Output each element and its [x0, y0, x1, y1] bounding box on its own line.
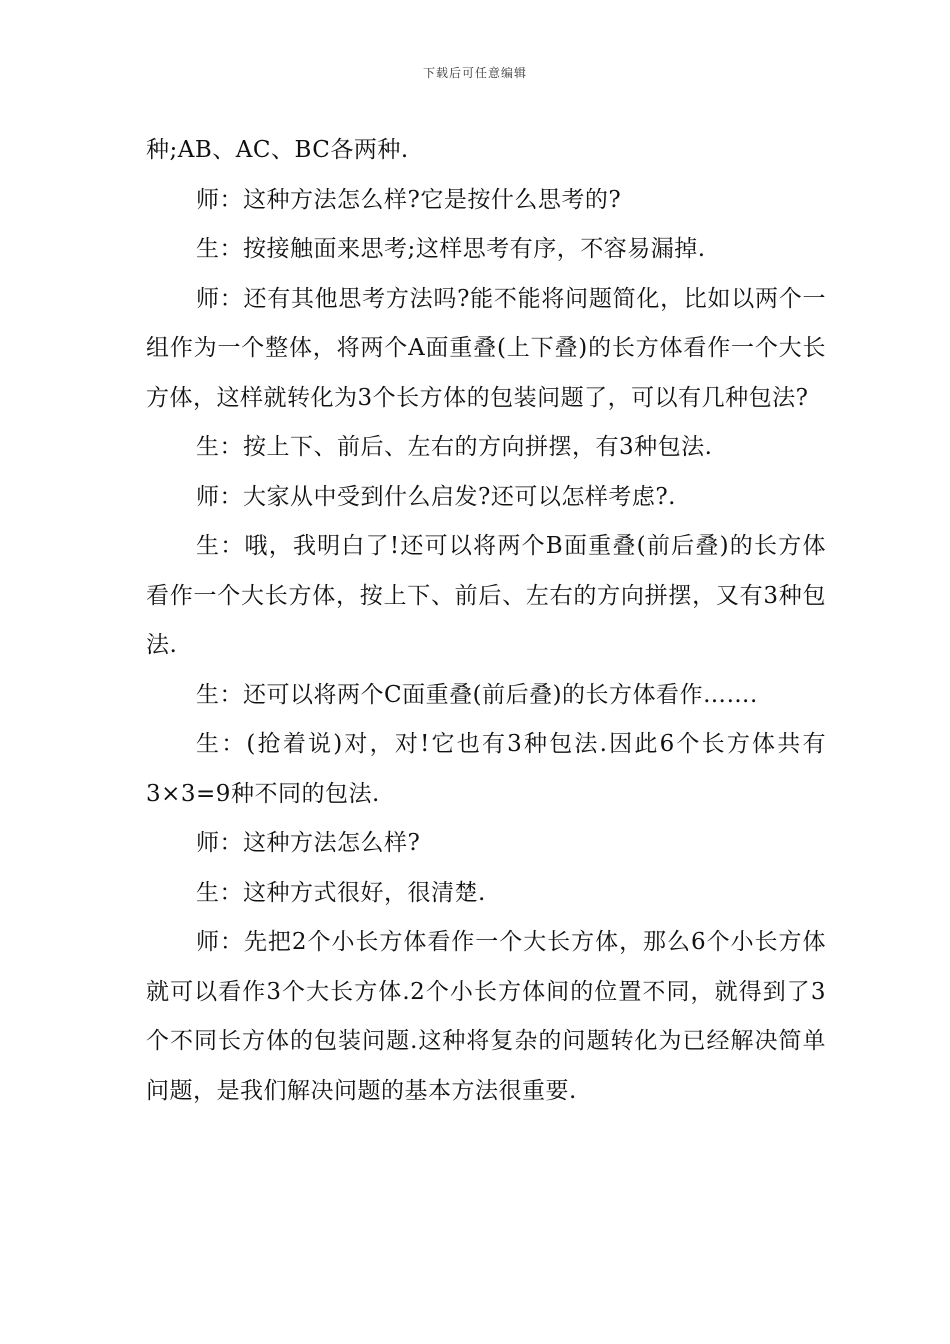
paragraph: 师：这种方法怎么样?它是按什么思考的?	[196, 186, 622, 213]
page-header: 下载后可任意编辑	[422, 66, 527, 80]
paragraph: 生：哦，我明白了!还可以将两个B面重叠(前后叠)的长方体看作一个大长方体，按上下、前后、左右的方向拼摆，又有3种包法.	[146, 533, 826, 658]
paragraph: 师：先把2个小长方体看作一个大长方体，那么6个小长方体就可以看作3个大长方体.2个小长方体间的位置不同，就得到了3个不同长方体的包装问题.这种将复杂的问题转化为已经解决简单问题，是我们解决问题的基本方法很重要.	[146, 929, 826, 1104]
document-body	[146, 126, 826, 1116]
paragraph: 生：(抢着说)对，对!它也有3种包法.因此6个长方体共有3×3=9种不同的包法.	[146, 731, 826, 807]
paragraph: 生：按接触面来思考;这样思考有序，不容易漏掉.	[196, 236, 706, 262]
paragraph: 生：按上下、前后、左右的方向拼摆，有3种包法.	[196, 434, 713, 460]
paragraph: 师：还有其他思考方法吗?能不能将问题简化，比如以两个一组作为一个整体，将两个A面重叠(上下叠)的长方体看作一个大长方体，这样就转化为3个长方体的包装问题了，可以有几种包法?	[146, 285, 826, 411]
paragraph: 生：这种方式很好，很清楚.	[196, 879, 486, 906]
paragraph: 师：这种方法怎么样?	[196, 830, 421, 856]
paragraph: 师：大家从中受到什么启发?还可以怎样考虑?.	[196, 483, 676, 510]
paragraph: 种;AB、AC、BC各两种.	[146, 137, 409, 163]
paragraph: 生：还可以将两个C面重叠(前后叠)的长方体看作…….	[196, 681, 758, 708]
